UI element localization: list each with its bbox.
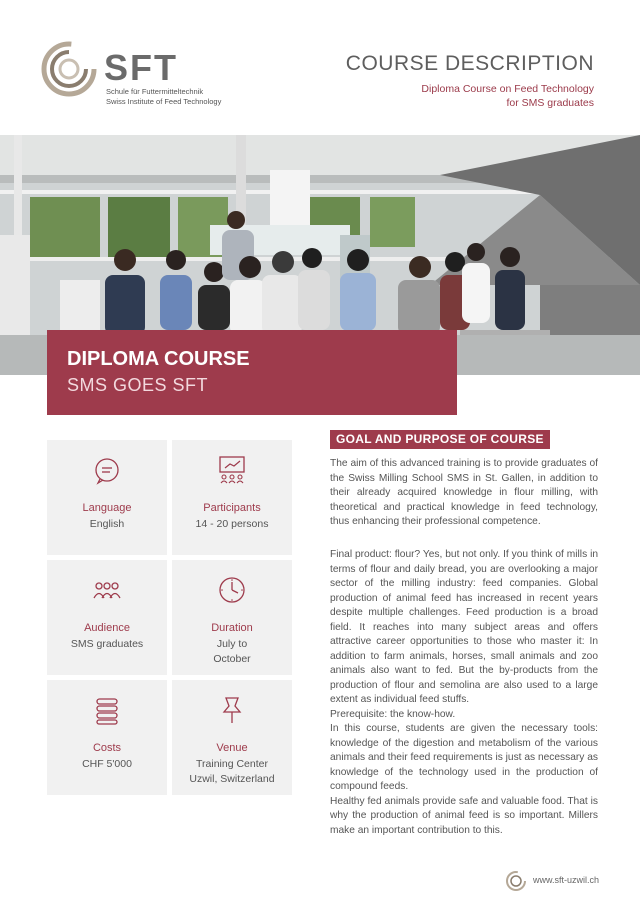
document-subtitle: Diploma Course on Feed Technology for SMS graduates — [421, 83, 594, 109]
group-icon — [91, 574, 123, 606]
header — [0, 0, 640, 135]
website-link[interactable]: www.sft-uzwil.ch — [533, 875, 600, 885]
card-label: Duration — [211, 622, 253, 634]
goal-intro: The aim of this advanced training is to provide graduates of the Swiss Milling School SMS in St. Gallen, in addition to their already acquired knowledge in flour milling, with theoretical and practical knowledge in feed technology, thus enhancing their professional competence. — [330, 458, 598, 527]
pushpin-icon — [216, 694, 248, 726]
card-value: CHF 5'000 — [82, 758, 132, 770]
goal-body-paragraph-2: Prerequisite: the know-how. — [330, 708, 456, 720]
card-label: Participants — [203, 502, 261, 514]
info-card-duration — [172, 560, 292, 675]
info-card-audience — [47, 560, 167, 675]
logo-subtitle: Schule für Futtermitteltechnik Swiss Institute of Feed Technology — [106, 87, 222, 106]
card-label: Costs — [92, 742, 122, 754]
card-value: SMS graduates — [70, 638, 144, 650]
card-value: 14 - 20 persons — [195, 518, 269, 530]
sft-logo-icon — [40, 40, 98, 98]
document-title: COURSE DESCRIPTION — [345, 52, 594, 75]
info-card-venue — [172, 680, 292, 795]
card-label: Audience — [84, 622, 130, 634]
goal-body-paragraph-4: Healthy fed animals provide safe and valuable food. That is why the production of animal feed is so important. Millers make an important contribution to this. — [330, 795, 598, 836]
goal-body-paragraph-3: In this course, students are given the necessary tools: knowledge of the digestion and metabolism of the various animals and their feed requirements is just as necessary as knowledge of the technology used in the production of compound feeds. — [330, 723, 598, 792]
stack-icon — [91, 694, 123, 726]
goal-body — [330, 548, 598, 838]
card-label: Language — [82, 502, 132, 514]
speech-bubble-icon — [91, 454, 123, 486]
card-value: July to October — [213, 638, 251, 665]
info-card-costs — [47, 680, 167, 795]
info-card-participants — [172, 440, 292, 555]
clock-icon — [216, 574, 248, 606]
sft-logo-small-icon — [505, 870, 527, 892]
banner-subtitle: SMS GOES SFT — [67, 375, 209, 395]
goal-heading: GOAL AND PURPOSE OF COURSE — [330, 430, 550, 449]
presentation-icon — [216, 454, 248, 486]
logo-text: SFT — [104, 47, 178, 88]
banner-title: DIPLOMA COURSE — [67, 348, 250, 370]
info-card-language — [47, 440, 167, 555]
card-label: Venue — [216, 742, 248, 754]
card-value: Training Center Uzwil, Switzerland — [189, 758, 275, 785]
goal-body-paragraph-1: Final product: flour? Yes, but not only. If you think of mills in terms of flour and daily bread, you are overlooking a major sector of the milling industry: feed companies. Global production of animal feed has increased in recent years despite multiple challenges. Feed production is a broad field. It reaches into many subject areas and offers attractive career opportunities to those who master it: In addition to farm animals, horses, small animals and zoo animals also want to fed. But the by-products from the production of flour and semolina are also used to a large extent as individual feed stuffs. — [330, 549, 598, 705]
card-value: English — [89, 518, 125, 530]
course-banner — [47, 330, 457, 415]
